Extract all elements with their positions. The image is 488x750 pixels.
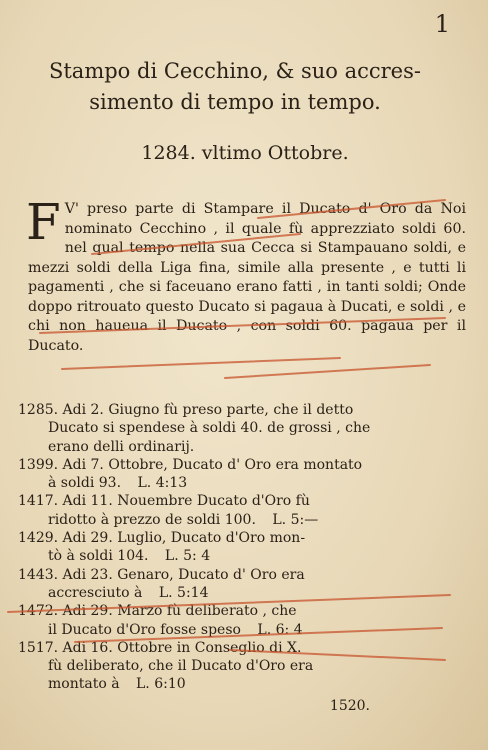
entry-line: 1285. Adi 2. Giugno fù preso parte, che il detto bbox=[18, 402, 354, 418]
entry-line: accresciuto à bbox=[48, 584, 143, 601]
ledger-entry bbox=[18, 602, 473, 639]
intro-paragraph bbox=[26, 193, 466, 356]
entry-amount: L. 5: 4 bbox=[164, 548, 211, 565]
ledger-entry bbox=[18, 639, 473, 694]
entry-line: montato à bbox=[48, 676, 120, 693]
ledger-entries bbox=[18, 401, 473, 694]
entry-amount: L. 6:10 bbox=[136, 676, 186, 693]
title-line-2: simento di tempo in tempo. bbox=[89, 90, 381, 114]
intro-text: V' preso parte di Stampare il Ducato d' Oro da Noi nominato Cecchino , il quale fù apprezziato soldi 60. nel qual tempo nella sua Cecca si Stampauano soldi, e mezzi soldi della Liga fina, simile alla presente , e tutti li pagamenti , che si faceuano erano fatti , in tanti soldi; Onde doppo ritrouato questo Ducato si pagaua à Ducati, e soldi , e chi non haueua il Ducato , con soldi 60. pagaua per il Ducato. bbox=[28, 201, 466, 354]
catchword: 1520. bbox=[329, 698, 370, 714]
ledger-entry bbox=[18, 401, 473, 456]
date-heading: 1284. vltimo Ottobre. bbox=[141, 142, 349, 164]
entry-amount: L. 5:14 bbox=[158, 584, 209, 601]
title-line-1: Stampo di Cecchino, & suo accres- bbox=[48, 59, 421, 83]
red-underline-mark bbox=[62, 358, 340, 369]
ledger-entry bbox=[18, 492, 473, 529]
page-title bbox=[30, 56, 440, 118]
drop-cap: F bbox=[26, 193, 61, 251]
entry-line: 1443. Adi 23. Genaro, Ducato d' Oro era bbox=[18, 566, 305, 583]
entry-line: 1517. Adi 16. Ottobre in Conseglio di X. bbox=[18, 639, 302, 656]
ledger-entry bbox=[18, 529, 473, 566]
entry-line: tò à soldi 104. bbox=[48, 548, 149, 565]
entry-amount: L. 6: 4 bbox=[257, 621, 303, 638]
entry-line: fù deliberato, che il Ducato d'Oro era bbox=[48, 658, 314, 675]
entry-line: il Ducato d'Oro fosse speso bbox=[48, 621, 241, 638]
entry-amount: L. 5:— bbox=[272, 511, 319, 528]
entry-line: 1417. Adi 11. Nouembre Ducato d'Oro fù bbox=[18, 493, 310, 510]
entry-line: ridotto à prezzo de soldi 100. bbox=[48, 511, 256, 528]
entry-line: 1472. Adi 29. Marzo fù deliberato , che bbox=[18, 603, 297, 620]
page-number: 1 bbox=[434, 10, 450, 38]
entry-line: erano delli ordinarij. bbox=[48, 438, 195, 455]
red-underline-mark bbox=[225, 365, 430, 378]
entry-line: 1429. Adi 29. Luglio, Ducato d'Oro mon- bbox=[18, 530, 306, 547]
entry-amount: L. 4:13 bbox=[137, 475, 188, 492]
entry-line: à soldi 93. bbox=[48, 475, 122, 492]
ledger-entry bbox=[18, 566, 473, 603]
entry-line: 1399. Adi 7. Ottobre, Ducato d' Oro era montato bbox=[18, 456, 363, 473]
ledger-entry bbox=[18, 456, 473, 493]
entry-line: Ducato si spendese à soldi 40. de grossi , che bbox=[48, 420, 371, 437]
